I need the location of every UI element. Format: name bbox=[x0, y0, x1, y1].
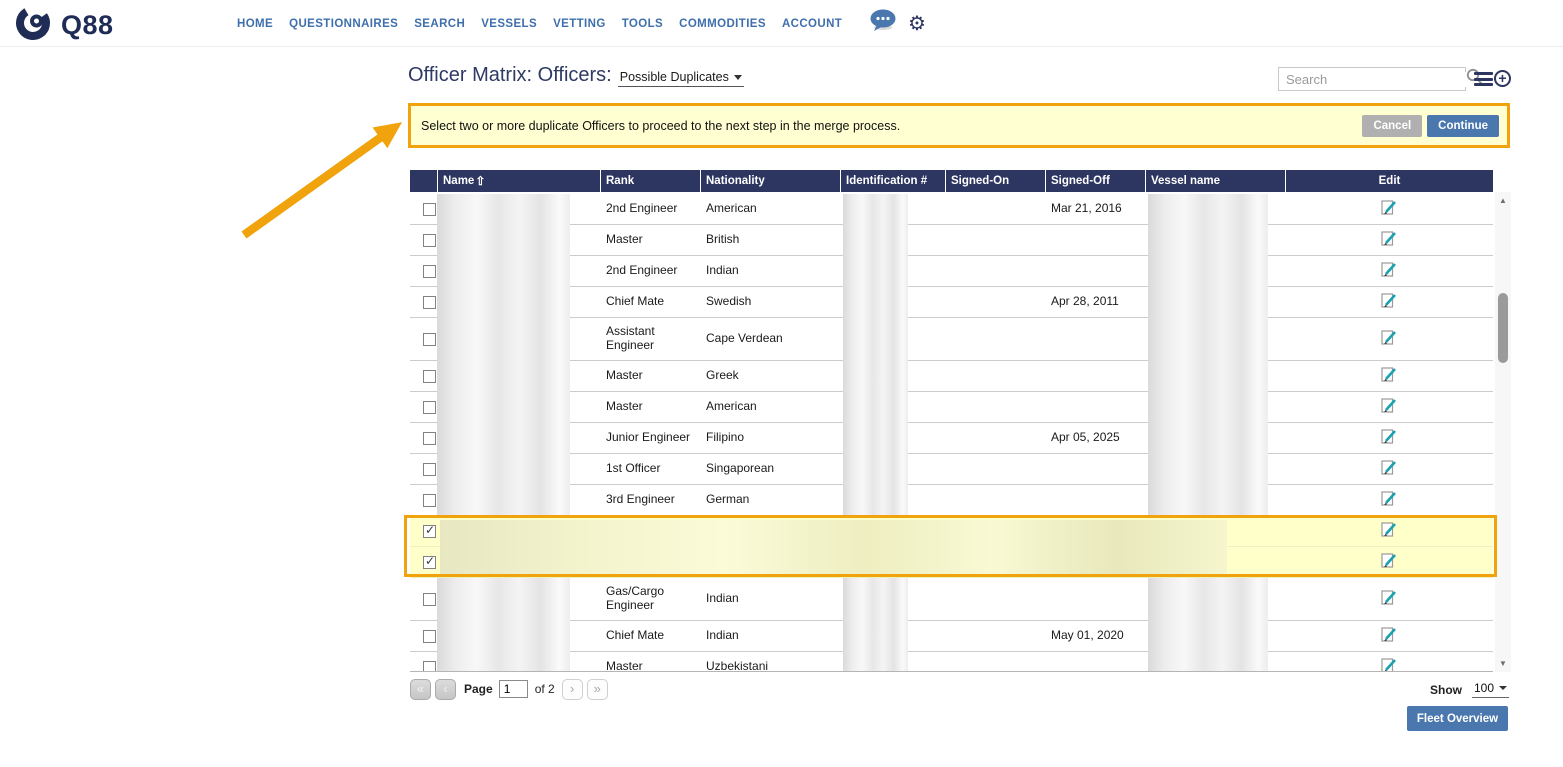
header-checkbox-column bbox=[410, 170, 437, 192]
table-row[interactable] bbox=[410, 485, 1493, 516]
row-checkbox[interactable] bbox=[423, 593, 436, 606]
row-rank-cell: Gas/Cargo Engineer bbox=[606, 584, 665, 612]
row-signed-on-cell bbox=[945, 578, 1045, 620]
nav-item-tools[interactable]: TOOLS bbox=[621, 17, 664, 30]
nav-item-questionnaires[interactable]: QUESTIONNAIRES bbox=[289, 17, 399, 30]
row-signed-off-cell bbox=[1045, 454, 1145, 484]
header-signed-on[interactable]: Signed-On bbox=[945, 170, 1045, 192]
page-size-control bbox=[1430, 681, 1509, 698]
edit-icon[interactable] bbox=[1381, 396, 1397, 418]
row-signed-off-cell: May 01, 2020 bbox=[1051, 628, 1124, 643]
table-row[interactable] bbox=[410, 621, 1493, 652]
menu-icon[interactable] bbox=[1474, 72, 1493, 86]
row-nationality-cell: Indian bbox=[706, 263, 739, 278]
row-checkbox-cell bbox=[410, 287, 437, 317]
main-nav bbox=[237, 0, 842, 47]
header-nationality[interactable]: Nationality bbox=[700, 170, 840, 192]
redacted-selected-rows bbox=[440, 520, 1227, 574]
row-edit-cell bbox=[1285, 194, 1493, 224]
row-nationality-cell: Swedish bbox=[706, 294, 752, 309]
row-checkbox[interactable] bbox=[423, 333, 436, 346]
row-checkbox-cell bbox=[410, 256, 437, 286]
row-rank-cell: 2nd Engineer bbox=[606, 201, 678, 216]
gear-icon[interactable]: ⚙ bbox=[908, 12, 926, 35]
row-signed-on-cell bbox=[945, 454, 1045, 484]
top-navbar bbox=[0, 0, 1563, 47]
row-signed-on-cell bbox=[945, 652, 1045, 672]
redacted-vessel-column bbox=[1148, 578, 1268, 672]
row-nationality-cell: Indian bbox=[706, 591, 739, 606]
edit-icon[interactable] bbox=[1381, 551, 1397, 573]
row-signed-on-cell bbox=[945, 423, 1045, 453]
row-checkbox-cell bbox=[410, 652, 437, 672]
row-signed-off-cell bbox=[1045, 578, 1145, 620]
table-body bbox=[410, 192, 1493, 672]
redacted-name-column bbox=[437, 194, 570, 516]
nav-item-account[interactable]: ACCOUNT bbox=[781, 17, 843, 30]
scroll-up-icon[interactable]: ▲ bbox=[1499, 196, 1507, 205]
nav-icon-group bbox=[868, 0, 926, 47]
scrollbar-thumb[interactable] bbox=[1498, 293, 1508, 363]
row-signed-on-cell bbox=[945, 287, 1045, 317]
table-row[interactable] bbox=[410, 318, 1493, 361]
row-nationality-cell: American bbox=[706, 399, 757, 414]
row-checkbox[interactable] bbox=[423, 661, 436, 673]
next-page-button[interactable]: › bbox=[562, 679, 583, 700]
merge-instruction-banner bbox=[408, 103, 1510, 148]
row-checkbox[interactable] bbox=[423, 525, 436, 538]
row-edit-cell bbox=[1285, 361, 1493, 391]
edit-icon[interactable] bbox=[1381, 427, 1397, 449]
row-checkbox[interactable] bbox=[423, 494, 436, 507]
page-count-label: of 2 bbox=[534, 682, 555, 696]
fleet-overview-button[interactable]: Fleet Overview bbox=[1407, 706, 1508, 731]
row-rank-cell: Master bbox=[606, 659, 643, 672]
row-checkbox[interactable] bbox=[423, 556, 436, 569]
table-row[interactable] bbox=[410, 392, 1493, 423]
row-signed-off-cell: Mar 21, 2016 bbox=[1051, 201, 1122, 216]
chevron-down-icon bbox=[1499, 686, 1507, 690]
row-rank-cell: Chief Mate bbox=[606, 628, 665, 643]
row-edit-cell bbox=[1285, 485, 1493, 515]
edit-icon[interactable] bbox=[1381, 365, 1397, 387]
table-row[interactable] bbox=[410, 361, 1493, 392]
row-checkbox[interactable] bbox=[423, 265, 436, 278]
row-checkbox[interactable] bbox=[423, 234, 436, 247]
row-nationality-cell: Greek bbox=[706, 368, 739, 383]
row-rank-cell: 1st Officer bbox=[606, 461, 661, 476]
row-checkbox-cell bbox=[410, 454, 437, 484]
row-checkbox-cell bbox=[410, 361, 437, 391]
table-row[interactable] bbox=[410, 225, 1493, 256]
first-page-button[interactable]: « bbox=[410, 679, 431, 700]
row-checkbox-cell bbox=[410, 485, 437, 515]
row-signed-on-cell bbox=[945, 318, 1045, 360]
table-row[interactable] bbox=[410, 454, 1493, 485]
officers-table bbox=[410, 170, 1493, 672]
row-edit-cell bbox=[1285, 516, 1493, 546]
table-row[interactable] bbox=[410, 423, 1493, 454]
row-signed-on-cell bbox=[945, 361, 1045, 391]
search-input[interactable] bbox=[1279, 72, 1466, 87]
row-signed-on-cell bbox=[945, 485, 1045, 515]
prev-page-button[interactable]: ‹ bbox=[435, 679, 456, 700]
redacted-identification-column bbox=[843, 578, 908, 672]
row-rank-cell: Chief Mate bbox=[606, 294, 665, 309]
row-signed-on-cell bbox=[945, 621, 1045, 651]
row-checkbox[interactable] bbox=[423, 432, 436, 445]
row-edit-cell bbox=[1285, 225, 1493, 255]
row-checkbox[interactable] bbox=[423, 463, 436, 476]
row-signed-off-cell bbox=[1045, 225, 1145, 255]
row-checkbox-cell bbox=[410, 225, 437, 255]
table-header-row bbox=[410, 170, 1493, 192]
view-selector-value: Possible Duplicates bbox=[619, 70, 729, 84]
edit-icon[interactable] bbox=[1381, 198, 1397, 220]
edit-icon[interactable] bbox=[1381, 520, 1397, 542]
row-nationality-cell: British bbox=[706, 232, 740, 247]
banner-message: Select two or more duplicate Officers to proceed to the next step in the merge process. bbox=[421, 118, 901, 133]
row-edit-cell bbox=[1285, 454, 1493, 484]
search-box bbox=[1278, 67, 1466, 91]
row-checkbox-cell bbox=[410, 547, 437, 577]
row-edit-cell bbox=[1285, 621, 1493, 651]
row-edit-cell bbox=[1285, 392, 1493, 422]
row-edit-cell bbox=[1285, 287, 1493, 317]
row-nationality-cell: Singaporean bbox=[706, 461, 775, 476]
row-checkbox-cell bbox=[410, 621, 437, 651]
table-row[interactable] bbox=[410, 652, 1493, 672]
nav-item-search[interactable]: SEARCH bbox=[414, 17, 466, 30]
row-checkbox-cell bbox=[410, 318, 437, 360]
redacted-identification-column bbox=[843, 194, 908, 516]
row-checkbox-cell bbox=[410, 516, 437, 546]
table-row[interactable] bbox=[410, 578, 1493, 621]
page-label: Page bbox=[464, 682, 493, 696]
row-edit-cell bbox=[1285, 256, 1493, 286]
edit-icon[interactable] bbox=[1381, 458, 1397, 480]
edit-icon[interactable] bbox=[1381, 229, 1397, 251]
nav-item-commodities[interactable]: COMMODITIES bbox=[679, 17, 766, 30]
row-rank-cell: 2nd Engineer bbox=[606, 263, 678, 278]
row-rank-cell: Master bbox=[606, 232, 643, 247]
row-nationality-cell: Indian bbox=[706, 628, 739, 643]
row-signed-off-cell bbox=[1045, 392, 1145, 422]
chat-icon[interactable] bbox=[868, 9, 898, 38]
row-nationality-cell: German bbox=[706, 492, 750, 507]
page-number-input[interactable] bbox=[499, 680, 528, 698]
scroll-down-icon[interactable]: ▼ bbox=[1499, 659, 1507, 668]
row-signed-off-cell bbox=[1045, 361, 1145, 391]
edit-icon[interactable] bbox=[1381, 260, 1397, 282]
row-signed-on-cell bbox=[945, 225, 1045, 255]
nav-item-vessels[interactable]: VESSELS bbox=[481, 17, 538, 30]
row-checkbox[interactable] bbox=[423, 370, 436, 383]
row-signed-off-cell bbox=[1045, 318, 1145, 360]
row-signed-on-cell bbox=[945, 392, 1045, 422]
row-rank-cell: Master bbox=[606, 368, 643, 383]
row-checkbox[interactable] bbox=[423, 401, 436, 414]
row-signed-off-cell: Apr 28, 2011 bbox=[1051, 294, 1119, 309]
row-checkbox-cell bbox=[410, 392, 437, 422]
brand-logo[interactable] bbox=[14, 4, 114, 47]
header-name[interactable]: Name ⇧ bbox=[437, 170, 600, 192]
show-label: Show bbox=[1430, 682, 1462, 697]
edit-icon[interactable] bbox=[1381, 489, 1397, 511]
row-rank-cell: Junior Engineer bbox=[606, 430, 691, 445]
header-vessel-name[interactable]: Vessel name bbox=[1145, 170, 1285, 192]
row-rank-cell: Assistant Engineer bbox=[606, 324, 655, 352]
row-checkbox-cell bbox=[410, 423, 437, 453]
edit-icon[interactable] bbox=[1381, 328, 1397, 350]
view-selector-dropdown[interactable] bbox=[618, 70, 744, 87]
row-checkbox[interactable] bbox=[423, 203, 436, 216]
redacted-name-column bbox=[437, 578, 570, 672]
page-size-dropdown[interactable] bbox=[1472, 681, 1509, 698]
row-nationality-cell: American bbox=[706, 201, 757, 216]
row-rank-cell: Master bbox=[606, 399, 643, 414]
row-checkbox-cell bbox=[410, 194, 437, 224]
row-nationality-cell: Filipino bbox=[706, 430, 745, 445]
row-signed-off-cell bbox=[1045, 256, 1145, 286]
row-edit-cell bbox=[1285, 547, 1493, 577]
edit-icon[interactable] bbox=[1381, 291, 1397, 313]
chevron-down-icon bbox=[734, 75, 742, 80]
row-signed-off-cell bbox=[1045, 652, 1145, 672]
header-rank[interactable]: Rank bbox=[600, 170, 700, 192]
page-size-value: 100 bbox=[1474, 681, 1495, 695]
page-head bbox=[408, 64, 744, 87]
edit-icon[interactable] bbox=[1381, 656, 1397, 672]
edit-icon[interactable] bbox=[1381, 588, 1397, 610]
nav-item-home[interactable]: HOME bbox=[237, 17, 274, 30]
row-signed-off-cell: Apr 05, 2025 bbox=[1051, 430, 1120, 445]
row-nationality-cell: Uzbekistani bbox=[706, 659, 769, 672]
table-row[interactable] bbox=[410, 287, 1493, 318]
header-identification[interactable]: Identification # bbox=[840, 170, 945, 192]
row-signed-on-cell bbox=[945, 256, 1045, 286]
header-edit: Edit bbox=[1285, 170, 1493, 192]
add-circle-icon[interactable]: + bbox=[1494, 70, 1511, 87]
row-checkbox-cell bbox=[410, 578, 437, 620]
row-signed-on-cell bbox=[945, 194, 1045, 224]
row-edit-cell bbox=[1285, 652, 1493, 672]
nav-item-vetting[interactable]: VETTING bbox=[553, 17, 606, 30]
edit-icon[interactable] bbox=[1381, 625, 1397, 647]
annotation-arrow bbox=[233, 112, 413, 244]
brand-name: Q88 bbox=[61, 10, 114, 40]
table-row[interactable] bbox=[410, 194, 1493, 225]
q88-logo-icon bbox=[14, 4, 52, 47]
row-edit-cell bbox=[1285, 423, 1493, 453]
row-edit-cell bbox=[1285, 578, 1493, 620]
row-checkbox[interactable] bbox=[423, 630, 436, 643]
cancel-button[interactable]: Cancel bbox=[1362, 115, 1422, 137]
continue-button[interactable]: Continue bbox=[1427, 115, 1499, 137]
row-signed-off-cell bbox=[1045, 485, 1145, 515]
page-title: Officer Matrix: Officers: bbox=[408, 64, 612, 86]
table-row[interactable] bbox=[410, 256, 1493, 287]
last-page-button[interactable]: » bbox=[587, 679, 608, 700]
table-scrollbar[interactable] bbox=[1495, 192, 1511, 672]
row-rank-cell: 3rd Engineer bbox=[606, 492, 675, 507]
sort-asc-icon: ⇧ bbox=[475, 174, 486, 188]
row-checkbox[interactable] bbox=[423, 296, 436, 309]
pagination bbox=[410, 678, 612, 700]
redacted-vessel-column bbox=[1148, 194, 1268, 516]
header-signed-off[interactable]: Signed-Off bbox=[1045, 170, 1145, 192]
row-nationality-cell: Cape Verdean bbox=[706, 331, 783, 346]
row-edit-cell bbox=[1285, 318, 1493, 360]
